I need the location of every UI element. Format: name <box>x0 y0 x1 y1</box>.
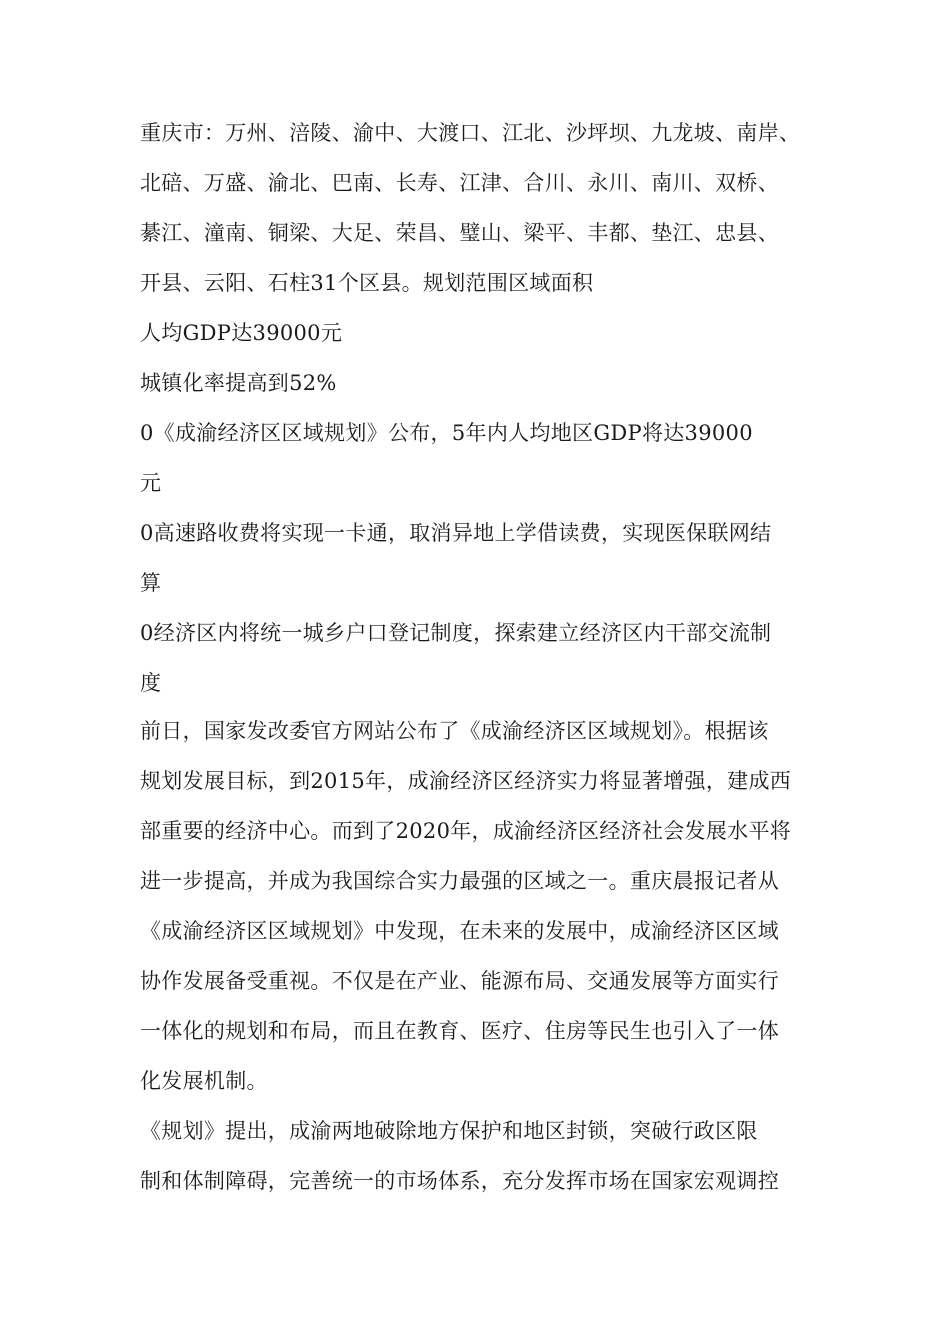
text-line: 开县、云阳、石柱31个区县。规划范围区域面积 <box>140 271 594 295</box>
text-line: 城镇化率提高到52% <box>140 371 337 395</box>
text-line: 化发展机制。 <box>140 1069 268 1093</box>
text-line: 算 <box>140 571 162 595</box>
text-line: 一体化的规划和布局，而且在教育、医疗、住房等民生也引入了一体 <box>140 1019 779 1043</box>
text-line: 0《成渝经济区区域规划》公布，5年内人均地区GDP将达39000 <box>140 421 753 445</box>
text-line: 进一步提高，并成为我国综合实力最强的区域之一。重庆晨报记者从 <box>140 869 779 893</box>
text-line: 《成渝经济区区域规划》中发现，在未来的发展中，成渝经济区区域 <box>140 919 779 943</box>
text-line: 元 <box>140 471 162 495</box>
text-line: 0经济区内将统一城乡户口登记制度，探索建立经济区内干部交流制 <box>140 621 772 645</box>
text-line: 制和体制障碍，完善统一的市场体系，充分发挥市场在国家宏观调控 <box>140 1169 779 1193</box>
text-line: 规划发展目标，到2015年，成渝经济区经济实力将显著增强，建成西 <box>140 769 792 793</box>
text-line: 前日，国家发改委官方网站公布了《成渝经济区区域规划》。根据该 <box>140 719 769 743</box>
text-line: 协作发展备受重视。不仅是在产业、能源布局、交通发展等方面实行 <box>140 969 779 993</box>
text-line: 北碚、万盛、渝北、巴南、长寿、江津、合川、永川、南川、双桥、 <box>140 171 779 195</box>
text-line: 人均GDP达39000元 <box>140 321 343 345</box>
text-line: 度 <box>140 671 162 695</box>
text-line: 《规划》提出，成渝两地破除地方保护和地区封锁，突破行政区限 <box>140 1119 758 1143</box>
text-line: 部重要的经济中心。而到了2020年，成渝经济区经济社会发展水平将 <box>140 819 792 843</box>
text-line: 綦江、潼南、铜梁、大足、荣昌、璧山、梁平、丰都、垫江、忠县、 <box>140 221 779 245</box>
text-line: 重庆市：万州、涪陵、渝中、大渡口、江北、沙坪坝、九龙坡、南岸、 <box>140 121 801 145</box>
text-line: 0高速路收费将实现一卡通，取消异地上学借读费，实现医保联网结 <box>140 521 772 545</box>
